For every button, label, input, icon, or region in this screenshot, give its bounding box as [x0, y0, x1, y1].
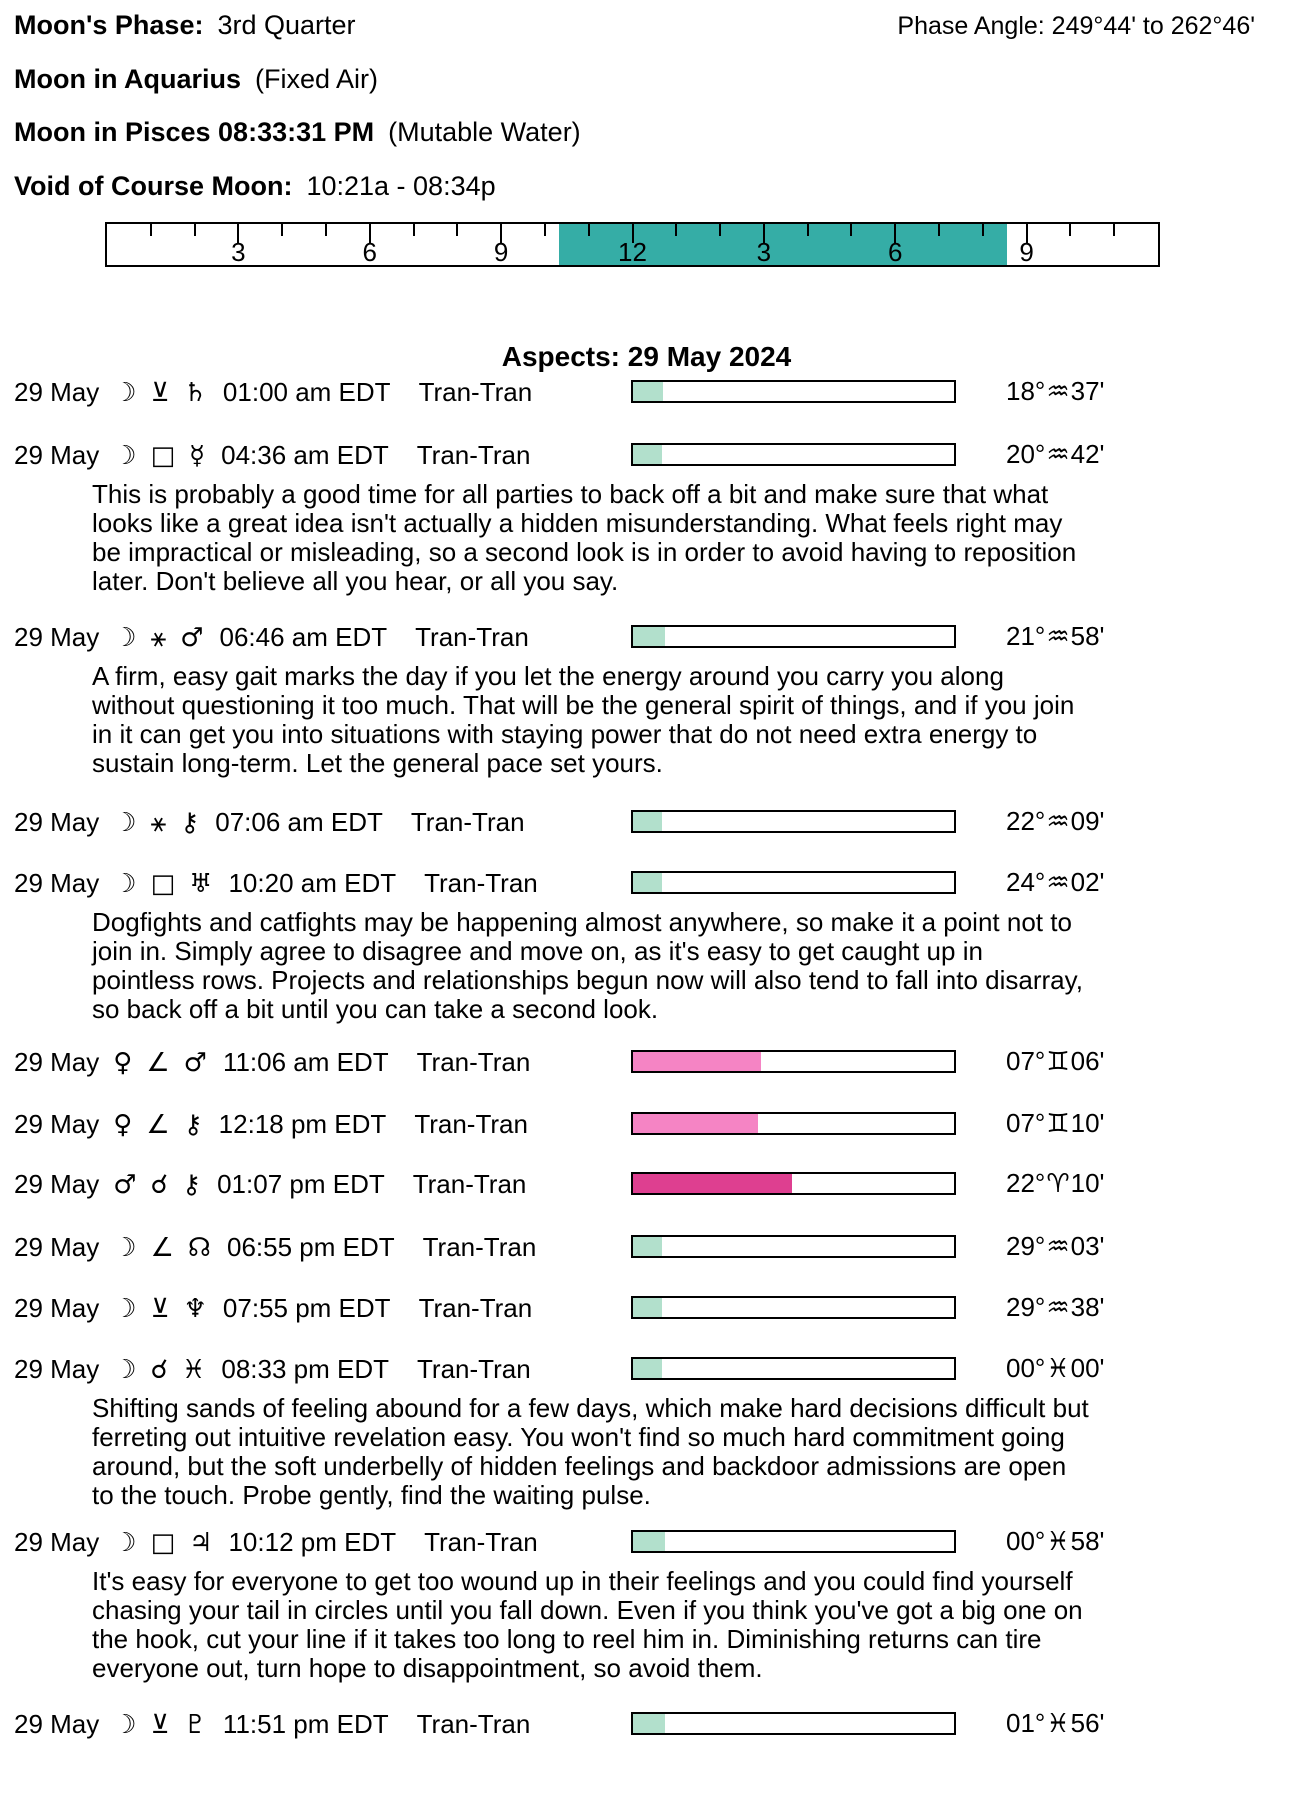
aspect-degree: [1006, 1708, 1105, 1739]
aspect-degree: [1006, 1231, 1105, 1262]
aspect-degree: [1006, 806, 1105, 837]
moons-phase-line: [14, 10, 356, 41]
aspect-row: [0, 1292, 1293, 1324]
aspect-degree: [1006, 621, 1105, 652]
minute-value: 56': [1070, 1708, 1105, 1738]
semi-sextile-symbol: ⊻: [150, 1294, 170, 1324]
minute-value: 09': [1070, 806, 1105, 836]
aries-symbol: ♈: [1046, 1169, 1070, 1199]
hour-tick: [807, 224, 809, 236]
aspect-row: [0, 376, 1293, 408]
moon-symbol: ☽: [113, 1233, 137, 1263]
orb-progress-bar: [631, 1235, 956, 1258]
aspect-row: [0, 1353, 1293, 1510]
aspect-date: 29 May: [14, 868, 100, 898]
chiron-symbol: ⚷: [182, 1170, 202, 1200]
degree-value: 29°: [1006, 1231, 1046, 1261]
aspect-time: 07:06 am EDT: [215, 807, 383, 837]
mars-symbol: ♂: [183, 1048, 207, 1078]
aspect-time: 01:07 pm EDT: [217, 1169, 385, 1199]
orb-progress-bar: [631, 1296, 956, 1319]
minute-value: 06': [1070, 1046, 1105, 1076]
aspect-time: 07:55 pm EDT: [222, 1293, 391, 1323]
orb-progress-fill: [633, 1714, 665, 1733]
semi-square-symbol: ∠: [150, 1233, 174, 1263]
venus-symbol: ♀: [113, 1110, 133, 1140]
aspect-row: [0, 1108, 1293, 1140]
moon-symbol: ☽: [113, 1294, 137, 1324]
aspect-row: [0, 1168, 1293, 1200]
hour-tick: [982, 224, 984, 236]
aspect-time: 11:06 am EDT: [222, 1047, 389, 1077]
pisces-symbol: ♓: [1046, 1354, 1070, 1384]
aspect-time: 04:36 am EDT: [221, 440, 389, 470]
orb-progress-fill: [633, 1298, 662, 1317]
hour-label: 3: [231, 237, 246, 267]
aspect-row: [0, 806, 1293, 838]
moon-symbol: ☽: [113, 1528, 137, 1558]
degree-value: 29°: [1006, 1292, 1046, 1322]
minute-value: 37': [1070, 376, 1105, 406]
orb-progress-fill: [633, 1532, 665, 1551]
hour-label: 9: [493, 237, 509, 267]
degree-value: 22°: [1006, 806, 1046, 836]
moons-phase-label: Moon's Phase:: [14, 10, 204, 40]
aspect-date: 29 May: [14, 1354, 100, 1384]
aspect-type: Tran-Tran: [416, 1709, 531, 1739]
aspect-time: 06:46 am EDT: [219, 622, 388, 652]
orb-progress-bar: [631, 380, 956, 403]
aspect-degree: [1006, 1526, 1105, 1557]
aspect-row: [0, 1046, 1293, 1078]
orb-progress-bar: [631, 810, 956, 833]
aspect-row-line: [14, 1046, 1293, 1078]
minute-value: 42': [1070, 439, 1105, 469]
aspect-row: [0, 1231, 1293, 1263]
aspect-date: 29 May: [14, 622, 100, 652]
orb-progress-fill: [633, 445, 662, 464]
aspect-row-line: [14, 1353, 1293, 1385]
moon-in-pisces-line: [14, 117, 581, 148]
hour-tick: [150, 224, 152, 236]
aquarius-symbol: ♒: [1046, 622, 1070, 652]
aspect-degree: [1006, 1353, 1105, 1384]
aspect-type: Tran-Tran: [416, 440, 531, 470]
degree-value: 00°: [1006, 1526, 1046, 1556]
hour-tick: [675, 224, 677, 236]
aspect-description: Dogfights and catfights may be happening almost anywhere, so make it a point not to join in. Simply agree to disagree and move on, as it's easy to get caught up in pointless rows. Projects and relationships begun now will also tend to fall into disarray, so back off a bit until you can take a second look.: [92, 907, 1083, 1024]
aspect-type: Tran-Tran: [412, 1169, 527, 1199]
mars-symbol: ♂: [180, 623, 204, 653]
minute-value: 02': [1070, 867, 1105, 897]
hour-tick: [325, 224, 327, 236]
degree-value: 00°: [1006, 1353, 1046, 1383]
aspect-date: 29 May: [14, 1527, 100, 1557]
aspect-description: Shifting sands of feeling abound for a few days, which make hard decisions difficult but ferreting out intuitive revelation easy. You won't find so much hard commitment going around, but the soft underbelly of hidden feelings and backdoor admissions are open to the touch. Probe gently, find the waiting pulse.: [92, 1393, 1089, 1510]
aspect-time: 10:20 am EDT: [228, 868, 397, 898]
hour-tick: [281, 224, 283, 236]
square-symbol: □: [150, 441, 176, 471]
jupiter-symbol: ♃: [189, 1528, 213, 1558]
moon-sign-note: (Fixed Air): [254, 64, 379, 94]
aspect-date: 29 May: [14, 1047, 100, 1077]
chiron-symbol: ⚷: [180, 808, 200, 838]
orb-progress-fill: [633, 1114, 758, 1133]
aspect-date: 29 May: [14, 377, 100, 407]
pisces-symbol: ♓: [1046, 1709, 1070, 1739]
aquarius-symbol: ♒: [1046, 1232, 1070, 1262]
aspect-row-line: [14, 867, 1293, 899]
aspect-row: [0, 1708, 1293, 1740]
aspect-type: Tran-Tran: [414, 1109, 528, 1139]
square-symbol: □: [150, 1528, 176, 1558]
pluto-symbol: ♇: [183, 1710, 207, 1740]
moon-in-aquarius-line: [14, 64, 378, 95]
aspect-row: [0, 867, 1293, 1024]
orb-progress-fill: [633, 1174, 792, 1193]
moon-symbol: ☽: [113, 378, 137, 408]
aspect-type: Tran-Tran: [424, 1527, 538, 1557]
north-node-symbol: ☊: [187, 1233, 211, 1263]
moon-symbol: ☽: [113, 441, 137, 471]
aspect-time: 06:55 pm EDT: [226, 1232, 395, 1262]
hour-tick: [1113, 224, 1115, 236]
aspect-degree: [1006, 1292, 1105, 1323]
conjunction-symbol: ☌: [150, 1170, 169, 1200]
aquarius-symbol: ♒: [1046, 440, 1070, 470]
venus-symbol: ♀: [113, 1048, 133, 1078]
hour-label: 3: [756, 237, 772, 267]
semi-sextile-symbol: ⊻: [150, 1710, 170, 1740]
aspect-time: 08:33 pm EDT: [221, 1354, 389, 1384]
degree-value: 20°: [1006, 439, 1046, 469]
minute-value: 10': [1070, 1108, 1105, 1138]
degree-value: 07°: [1006, 1108, 1046, 1138]
degree-value: 07°: [1006, 1046, 1046, 1076]
orb-progress-bar: [631, 1530, 956, 1553]
hour-label: 6: [362, 237, 377, 267]
aspect-row-line: [14, 1708, 1293, 1740]
aspect-description: This is probably a good time for all parties to back off a bit and make sure that what looks like a great idea isn't actually a hidden misunderstanding. What feels right may be impractical or misleading, so a second look is in order to avoid having to reposition later. Don't believe all you hear, or all you say.: [92, 479, 1077, 596]
degree-value: 22°: [1006, 1168, 1046, 1198]
aspect-row-line: [14, 1292, 1293, 1324]
aspect-time: 01:00 am EDT: [222, 377, 391, 407]
aspect-type: Tran-Tran: [410, 807, 525, 837]
aspect-degree: [1006, 376, 1105, 407]
hour-tick: [850, 224, 852, 236]
aspect-degree: [1006, 1046, 1105, 1077]
aspect-type: Tran-Tran: [417, 1354, 531, 1384]
orb-progress-bar: [631, 1712, 956, 1735]
minute-value: 00': [1070, 1353, 1105, 1383]
aspect-row: [0, 621, 1293, 778]
aquarius-symbol: ♒: [1046, 807, 1070, 837]
minute-value: 03': [1070, 1231, 1105, 1261]
aspect-row-line: [14, 1526, 1293, 1558]
orb-progress-fill: [633, 627, 665, 646]
orb-progress-bar: [631, 871, 956, 894]
aspect-description: It's easy for everyone to get too wound up in their feelings and you could find yourself chasing your tail in circles until you fall down. Even if you think you've got a big one on the hook, cut your line if it takes too long to reel him in. Diminishing returns can tire everyone out, turn hope to disappointment, so avoid them.: [92, 1566, 1083, 1683]
sextile-symbol: ⚹: [150, 623, 167, 653]
hour-tick: [456, 224, 458, 236]
hour-label: 9: [1019, 237, 1034, 267]
semi-square-symbol: ∠: [146, 1048, 170, 1078]
minute-value: 58': [1070, 621, 1105, 651]
aspect-row-line: [14, 1108, 1293, 1140]
aspect-row-line: [14, 376, 1293, 408]
mars-symbol: ♂: [113, 1170, 137, 1200]
aspect-date: 29 May: [14, 1709, 100, 1739]
sextile-symbol: ⚹: [150, 808, 167, 838]
degree-value: 24°: [1006, 867, 1046, 897]
orb-progress-fill: [633, 812, 662, 831]
orb-progress-fill: [633, 1237, 662, 1256]
semi-square-symbol: ∠: [146, 1110, 170, 1140]
aspect-date: 29 May: [14, 807, 100, 837]
hour-tick: [544, 224, 546, 236]
hour-tick: [588, 224, 590, 236]
aspect-type: Tran-Tran: [416, 1047, 531, 1077]
aquarius-symbol: ♒: [1046, 1293, 1070, 1323]
orb-progress-bar: [631, 443, 956, 466]
orb-progress-bar: [631, 1172, 956, 1195]
neptune-symbol: ♆: [183, 1294, 207, 1324]
gemini-symbol: ♊: [1046, 1047, 1070, 1077]
orb-progress-fill: [633, 873, 662, 892]
hour-tick: [194, 224, 196, 236]
moon-ingress-label: Moon in Pisces 08:33:31 PM: [14, 117, 375, 147]
degree-value: 21°: [1006, 621, 1046, 651]
voc-times: 10:21a - 08:34p: [306, 171, 496, 201]
moon-symbol: ☽: [113, 869, 137, 899]
orb-progress-bar: [631, 1112, 956, 1135]
moon-symbol: ☽: [113, 808, 137, 838]
degree-value: 01°: [1006, 1708, 1046, 1738]
hour-label: 12: [618, 237, 647, 267]
aspect-row-line: [14, 1168, 1293, 1200]
hour-tick: [719, 224, 721, 236]
void-of-course-ruler: [105, 222, 1160, 267]
orb-progress-bar: [631, 1050, 956, 1073]
pisces-symbol: ♓: [182, 1355, 206, 1385]
square-symbol: □: [150, 869, 176, 899]
hour-tick: [938, 224, 940, 236]
orb-progress-bar: [631, 1357, 956, 1380]
mercury-symbol: ☿: [189, 441, 206, 471]
degree-value: 18°: [1006, 376, 1046, 406]
orb-progress-fill: [633, 1359, 662, 1378]
aspect-degree: [1006, 1168, 1105, 1199]
hour-tick: [1069, 224, 1071, 236]
aspect-date: 29 May: [14, 440, 100, 470]
chiron-symbol: ⚷: [183, 1110, 203, 1140]
aspect-row: [0, 439, 1293, 596]
aspect-degree: [1006, 867, 1105, 898]
aspect-time: 12:18 pm EDT: [218, 1109, 387, 1139]
aspect-time: 11:51 pm EDT: [222, 1709, 389, 1739]
voc-label: Void of Course Moon:: [14, 171, 293, 201]
aspect-date: 29 May: [14, 1109, 100, 1139]
aspect-type: Tran-Tran: [418, 1293, 533, 1323]
orb-progress-fill: [633, 1052, 761, 1071]
aspect-row-line: [14, 621, 1293, 653]
gemini-symbol: ♊: [1046, 1109, 1070, 1139]
aspects-title: Aspects: 29 May 2024: [501, 341, 792, 372]
aspect-degree: [1006, 439, 1105, 470]
moon-symbol: ☽: [113, 1710, 137, 1740]
phase-angle: Phase Angle: 249°44' to 262°46': [897, 12, 1255, 40]
moon-symbol: ☽: [113, 1355, 137, 1385]
hour-label: 6: [888, 237, 903, 267]
semi-sextile-symbol: ⊻: [150, 378, 170, 408]
aquarius-symbol: ♒: [1046, 377, 1070, 407]
aspect-date: 29 May: [14, 1232, 100, 1262]
aspect-row-line: [14, 806, 1293, 838]
moons-phase-value: 3rd Quarter: [217, 10, 356, 40]
minute-value: 38': [1070, 1292, 1105, 1322]
aquarius-symbol: ♒: [1046, 868, 1070, 898]
aspect-type: Tran-Tran: [422, 1232, 537, 1262]
aspect-time: 10:12 pm EDT: [228, 1527, 397, 1557]
aspect-row-line: [14, 1231, 1293, 1263]
moon-sign-label: Moon in Aquarius: [14, 64, 241, 94]
aspect-row: [0, 1526, 1293, 1683]
aspect-date: 29 May: [14, 1293, 100, 1323]
saturn-symbol: ♄: [183, 378, 207, 408]
orb-progress-fill: [633, 382, 663, 401]
moon-ingress-note: (Mutable Water): [388, 117, 581, 147]
aspect-type: Tran-Tran: [424, 868, 538, 898]
conjunction-symbol: ☌: [150, 1355, 169, 1385]
moon-symbol: ☽: [113, 623, 137, 653]
aspect-row-line: [14, 439, 1293, 471]
pisces-symbol: ♓: [1046, 1527, 1070, 1557]
aspect-description: A firm, easy gait marks the day if you let the energy around you carry you along without questioning it too much. That will be the general spirit of things, and if you join in it can get you into situations with staying power that do not need extra energy to sustain long-term. Let the general pace set yours.: [92, 661, 1075, 778]
uranus-symbol: ♅: [189, 869, 213, 899]
minute-value: 58': [1070, 1526, 1105, 1556]
orb-progress-bar: [631, 625, 956, 648]
aspect-type: Tran-Tran: [415, 622, 529, 652]
aspect-degree: [1006, 1108, 1105, 1139]
aspect-date: 29 May: [14, 1169, 100, 1199]
minute-value: 10': [1070, 1168, 1105, 1198]
hour-tick: [413, 224, 415, 236]
aspect-type: Tran-Tran: [418, 377, 533, 407]
void-of-course-line: [14, 171, 496, 202]
